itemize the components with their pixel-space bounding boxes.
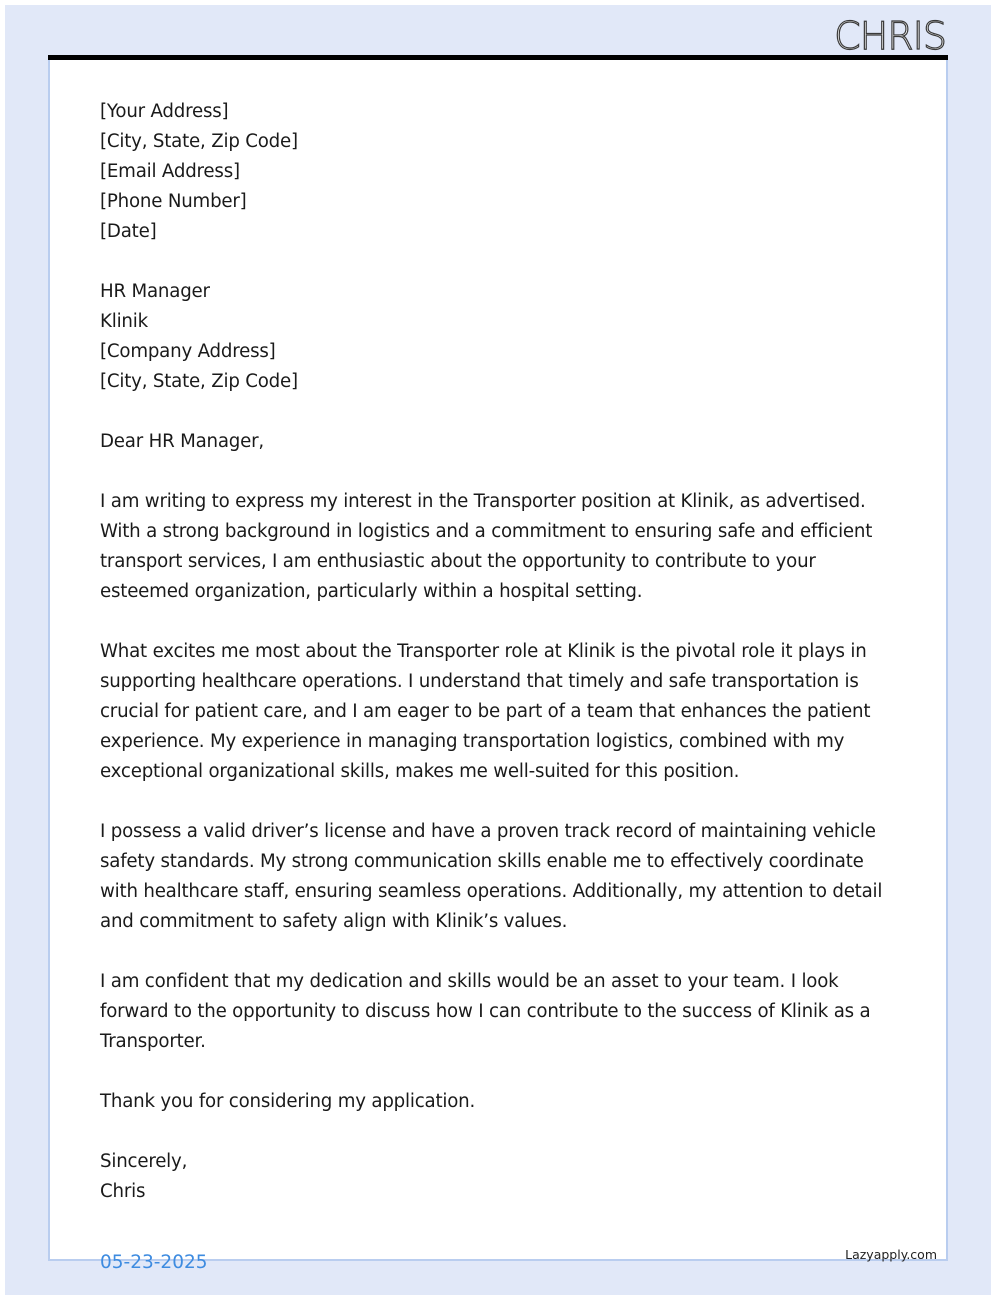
sender-block [100, 97, 890, 247]
recipient-city-state-zip: [City, State, Zip Code] [100, 371, 298, 392]
paragraph-line: and commitment to safety align with Klinik’s values. [100, 911, 568, 932]
paragraph-line: With a strong background in logistics and a commitment to ensuring safe and efficient [100, 521, 873, 542]
header-rule [48, 55, 948, 60]
paragraph-line: I possess a valid driver’s license and have a proven track record of maintaining vehicle [100, 821, 876, 842]
paragraph-line: I am confident that my dedication and skills would be an asset to your team. I look [100, 971, 839, 992]
recipient-address: [Company Address] [100, 341, 276, 362]
recipient-company: Klinik [100, 311, 148, 332]
paragraph-line: Transporter. [100, 1031, 206, 1052]
paragraph-line: supporting healthcare operations. I understand that timely and safe transportation is [100, 671, 859, 692]
sender-date: [Date] [100, 221, 157, 242]
paragraph-line: exceptional organizational skills, makes me well-suited for this position. [100, 761, 740, 782]
paragraph-line: with healthcare staff, ensuring seamless operations. Additionally, my attention to detail [100, 881, 883, 902]
footer-brand: Lazyapply.com [845, 1247, 937, 1262]
paragraph [100, 817, 890, 937]
paragraph [100, 487, 890, 607]
paragraph-line: What excites me most about the Transporter role at Klinik is the pivotal role it plays in [100, 641, 867, 662]
salutation: Dear HR Manager, [100, 431, 264, 452]
paragraph-line: transport services, I am enthusiastic about the opportunity to contribute to your [100, 551, 816, 572]
paragraph-line: esteemed organization, particularly within a hospital setting. [100, 581, 643, 602]
paragraph [100, 637, 890, 787]
paragraph-line: experience. My experience in managing transportation logistics, combined with my [100, 731, 845, 752]
paragraph-line: forward to the opportunity to discuss how I can contribute to the success of Klinik as a [100, 1001, 871, 1022]
sender-city-state-zip: [City, State, Zip Code] [100, 131, 298, 152]
signature: Chris [100, 1181, 146, 1202]
paragraph-line: Thank you for considering my application. [100, 1091, 476, 1112]
paragraph-line: safety standards. My strong communication skills enable me to effectively coordinate [100, 851, 864, 872]
sender-phone: [Phone Number] [100, 191, 247, 212]
recipient-title: HR Manager [100, 281, 210, 302]
letter-body [100, 97, 890, 1207]
closing: Sincerely, [100, 1151, 188, 1172]
paragraph [100, 1087, 890, 1117]
recipient-block [100, 277, 890, 397]
sender-email: [Email Address] [100, 161, 240, 182]
paragraph-line: crucial for patient care, and I am eager to be part of a team that enhances the patient [100, 701, 871, 722]
footer-date: 05-23-2025 [100, 1252, 208, 1273]
header-name: CHRIS [834, 14, 946, 58]
paragraph [100, 967, 890, 1057]
sender-address: [Your Address] [100, 101, 229, 122]
paragraph-line: I am writing to express my interest in the Transporter position at Klinik, as advertised. [100, 491, 866, 512]
